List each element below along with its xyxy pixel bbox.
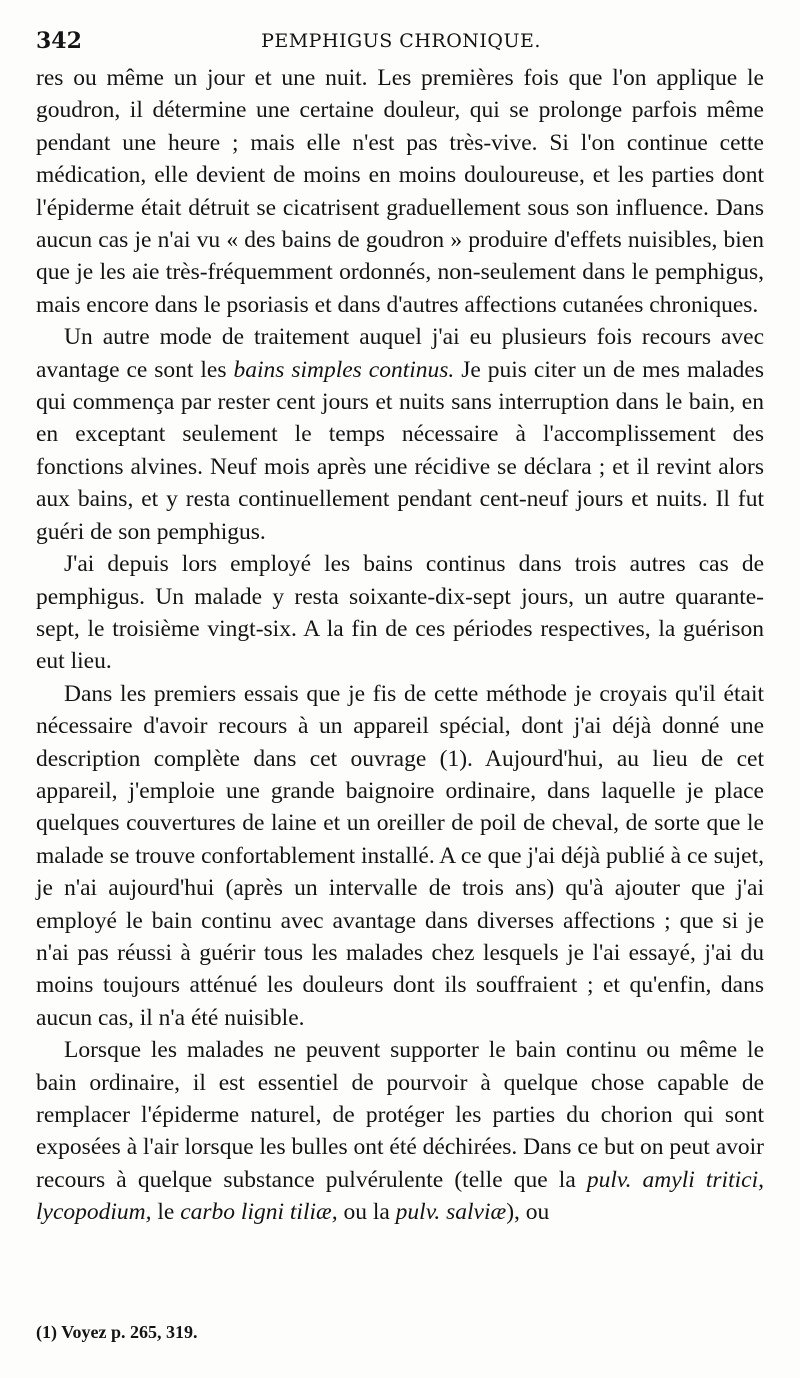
footnote-text: Voyez p. 265, 319.	[61, 1322, 198, 1342]
paragraph	[36, 321, 764, 548]
text-run: ), ou	[506, 1199, 550, 1226]
text-run: Lorsque les malades ne peuvent supporter le bain continu ou même le bain ordinaire, il est essentiel de pourvoir à quelque chose capable de remplacer l'épiderme naturel, de protéger les parties du chorion qui sont exposées à l'air lorsque les bulles ont été déchirées. Dans ce but on peut avoir recours à quelque substance pulvérulente (telle que la	[36, 1037, 764, 1193]
text-run: ou la	[337, 1199, 396, 1226]
text-run: J'ai depuis lors employé les bains continus dans trois autres cas de pemphigus. Un malade y resta soixante-dix-sept jours, un autre quarante-sept, le troisième vingt-six. A la fin de ces périodes respectives, la guérison eut lieu.	[36, 551, 764, 675]
paragraph	[36, 678, 764, 1034]
paragraph	[36, 1034, 764, 1228]
text-run: le	[151, 1199, 181, 1226]
italic-text: pulv. amyli tritici, lycopodium,	[36, 1166, 764, 1226]
footnote	[36, 1322, 198, 1343]
text-run: Dans les premiers essais que je fis de cette méthode je croyais qu'il était nécessaire d'avoir recours à un appareil spécial, dont j'ai déjà donné une description complète dans cet ouvrage (1). Aujourd'hui, au lieu de cet appareil, j'emploie une grande baignoire ordinaire, dans laquelle je place quelques couvertures de laine et un oreiller de poil de cheval, de sorte que le malade se trouve confortablement installé. A ce que j'ai déjà publié à ce sujet, je n'ai aujourd'hui (après un intervalle de trois ans) qu'à ajouter que j'ai employé le bain continu avec avantage dans diverses affections ; que si je n'ai pas réussi à guérir tous les malades chez lesquels je l'ai essayé, j'ai du moins toujours atténué les douleurs dont ils souffraient ; et qu'enfin, dans aucun cas, il n'a été nuisible.	[36, 680, 764, 1031]
page-header	[36, 28, 766, 58]
paragraph	[36, 548, 764, 678]
body-text	[36, 62, 764, 1229]
italic-text: carbo ligni tiliæ,	[180, 1199, 338, 1226]
italic-text: pulv. salviæ	[395, 1199, 507, 1226]
italic-text: bains simples continus.	[233, 356, 455, 383]
running-title: PEMPHIGUS CHRONIQUE.	[261, 30, 541, 52]
paragraph	[36, 62, 764, 321]
text-run: Je puis citer un de mes malades qui commença par rester cent jours et nuits sans interruption dans le bain, en en exceptant seulement le temps nécessaire à l'accomplissement des fonctions alvines. Neuf mois après une récidive se déclara ; et il revint alors aux bains, et y resta continuellement pendant cent-neuf jours et nuits. Il fut guéri de son pemphigus.	[36, 356, 764, 545]
text-run: res ou même un jour et une nuit. Les premières fois que l'on applique le goudron, il détermine une certaine douleur, qui se prolonge parfois même pendant une heure ; mais elle n'est pas très-vive. Si l'on continue cette médication, elle devient de moins en moins douloureuse, et les parties dont l'épiderme était détruit se cicatrisent graduellement sous son influence. Dans aucun cas je n'ai vu « des bains de goudron » produire d'effets nuisibles, bien que je les aie très-fréquemment ordonnés, non-seulement dans le pemphigus, mais encore dans le psoriasis et dans d'autres affections cutanées chroniques.	[36, 65, 764, 318]
footnote-number: (1)	[36, 1322, 57, 1342]
page-number: 342	[36, 28, 82, 54]
text-run: Un autre mode de traitement auquel j'ai eu plusieurs fois recours avec avantage ce sont les	[36, 324, 764, 383]
